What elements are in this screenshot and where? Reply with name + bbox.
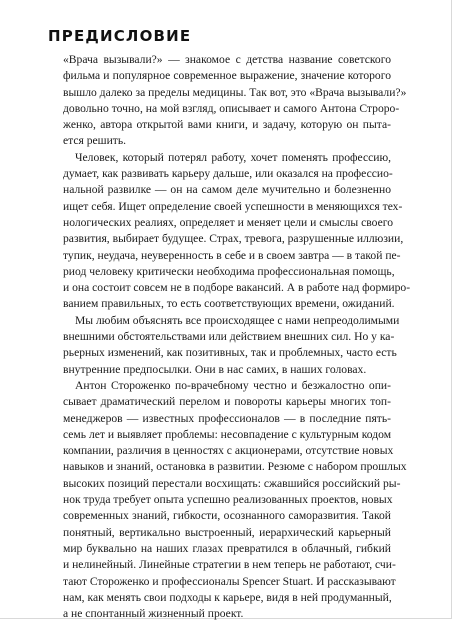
body-text xyxy=(63,52,411,622)
paragraph xyxy=(63,52,407,150)
paragraph xyxy=(63,313,400,378)
text-line: думает, как развивать карьеру дальше, или оказался на профессио- xyxy=(63,167,393,181)
text-line: рьерных изменений, как позитивных, так и проблемных, часто есть xyxy=(63,346,397,360)
text-line: женко, автора открытой вами книги, и задачу, которую он пыта- xyxy=(63,118,391,132)
text-line: и нелинейный. Линейные стратегии в нем теперь не работают, счи- xyxy=(63,558,396,572)
text-line: понятный, вертикально выстроенный, иерархический карьерный xyxy=(63,525,391,539)
paragraph xyxy=(63,150,411,313)
text-line: высоких позиций перестали восхищать: сжавшийся российский ры- xyxy=(63,476,401,490)
text-line: нам, как менять свои подходы к карьере, видя в ней продуманный, xyxy=(63,590,392,604)
text-line: мир буквально на наших глазах превратился в облачный, гибкий xyxy=(63,541,391,555)
text-line: нок труда требует опыта успешно реализованных проектов, новых xyxy=(63,493,393,507)
text-line: фильма и популярное современное выражение, значение которого xyxy=(63,69,391,83)
paragraph xyxy=(63,378,407,622)
text-line: Мы любим объяснять все происходящее с нами непреодолимыми xyxy=(75,313,400,327)
text-line: риод человеку критически необходима профессиональная помощь, xyxy=(63,264,395,278)
text-line: нальной развилке — он на самом деле мучительно и болезненно xyxy=(63,183,391,197)
text-line: ищет себя. Ищет определение своей успешности в меняющихся тех- xyxy=(63,199,403,213)
text-line: тупик, неудача, неуверенность в себе и в своем завтра — в такой пе- xyxy=(63,248,401,262)
text-line: довольно точно, на мой взгляд, описывает и самого Антона Строро- xyxy=(63,101,400,115)
text-line: ванием правильных, то есть соответствующих времени, ожиданий. xyxy=(63,297,395,311)
chapter-heading: ПРЕДИСЛОВИЕ xyxy=(48,27,192,45)
text-line: Антон Стороженко по-врачебному честно и безжалостно опи- xyxy=(75,378,391,392)
text-line: «Врача вызывали?» — знакомое с детства название советского xyxy=(63,53,391,66)
text-line: компании, различия в ценностях с акционерами, отсутствие новых xyxy=(63,444,394,458)
text-line: семь лет и выявляет проблемы: несовпадение с культурным кодом xyxy=(63,427,392,441)
text-line: вышло далеко за пределы медицины. Так вот, это «Врача вызывали?» xyxy=(63,85,407,99)
text-line: а не спонтанный жизненный проект. xyxy=(63,607,244,621)
text-line: развития, выбирает будущее. Страх, тревога, разрушенные иллюзии, xyxy=(63,232,404,246)
text-line: ется решить. xyxy=(63,134,127,148)
text-line: внешними обстоятельствами или действием внешних сил. Но у ка- xyxy=(63,330,395,344)
text-line: навыков и знаний, остановка в развитии. Резюме с набором прошлых xyxy=(63,460,407,474)
text-line: Человек, который потерял работу, хочет поменять профессию, xyxy=(75,150,391,164)
text-line: внутренние предпосылки. Они в нас самих, в наших головах. xyxy=(63,362,367,376)
text-line: и она состоит совсем не в подборе вакансий. А в работе над формиро- xyxy=(63,281,411,295)
text-line: тают Стороженко и профессионалы Spencer Stuart. И рассказывают xyxy=(63,574,396,588)
text-line: современных знаний, гибкости, осознанного саморазвития. Такой xyxy=(63,509,391,523)
text-line: менеджеров — известных профессионалов — в последние пять- xyxy=(63,411,391,425)
text-line: нологических реалиях, определяет и меняет цели и смыслы своего xyxy=(63,215,394,229)
text-line: сывает драматический перелом и повороты карьеры многих топ- xyxy=(63,395,391,409)
